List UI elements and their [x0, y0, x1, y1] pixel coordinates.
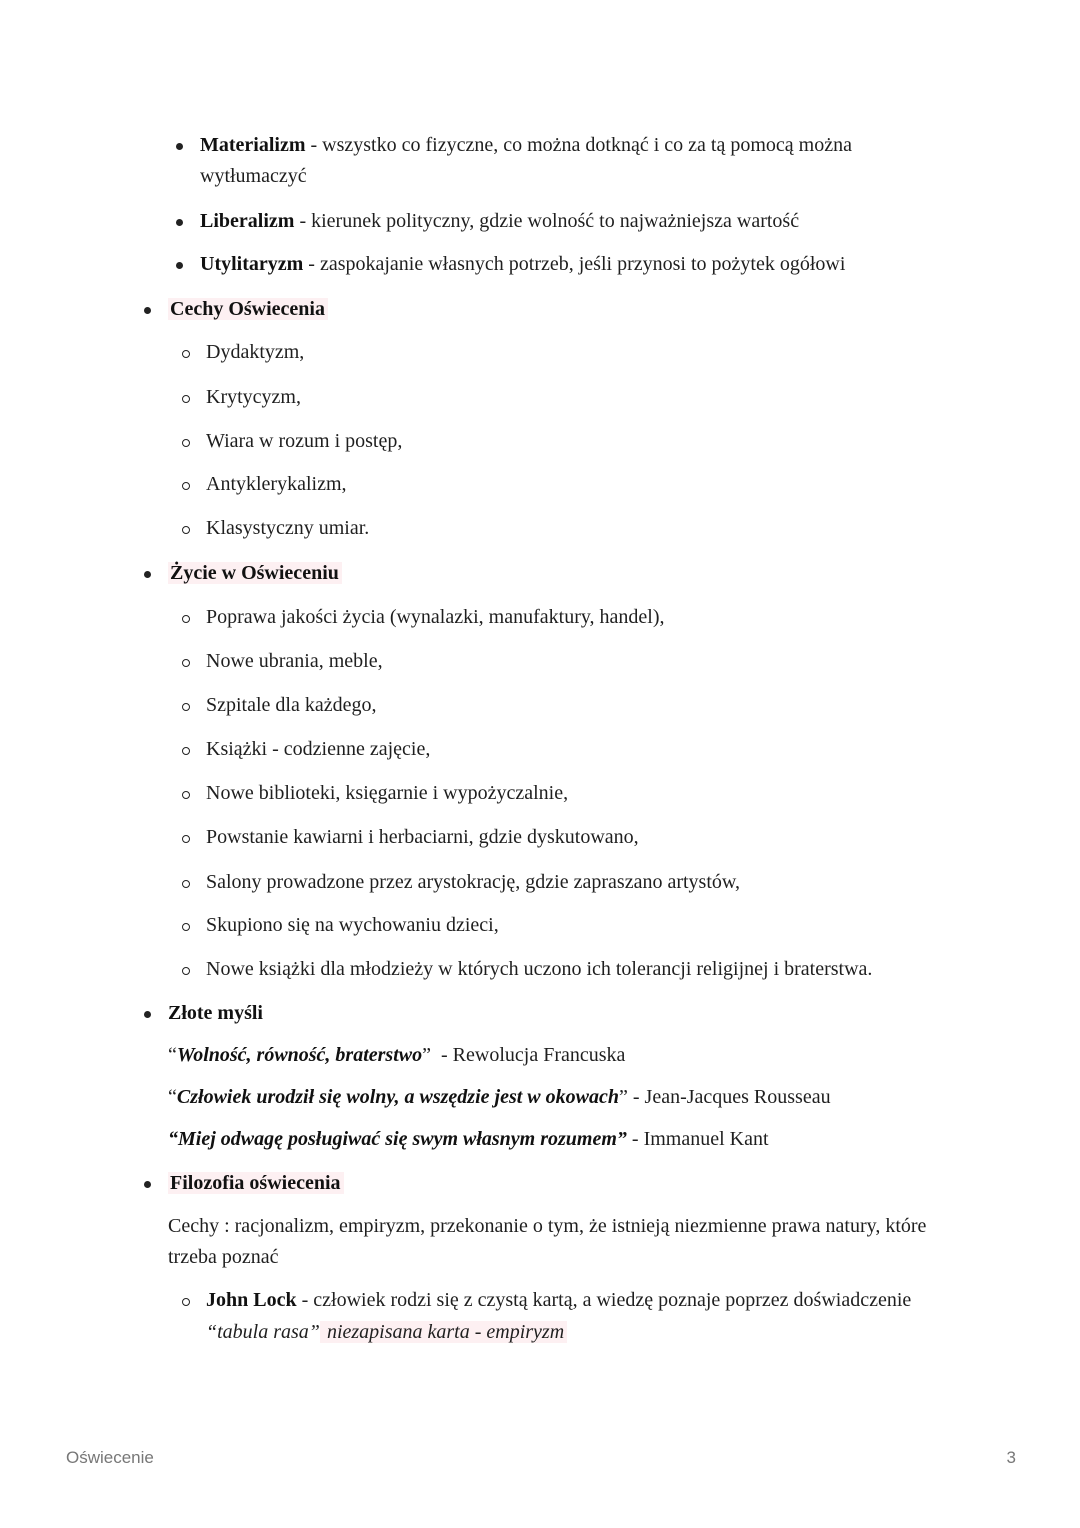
bullet-icon — [176, 219, 183, 226]
definition: - człowiek rodzi się z czystą kartą, a wiedzę poznaje poprzez doświadczenie — [296, 1289, 912, 1311]
circle-bullet-icon — [182, 1298, 190, 1306]
list-item: Powstanie kawiarni i herbaciarni, gdzie dyskutowano, — [206, 826, 639, 848]
latin-term: “tabula rasa” — [206, 1321, 320, 1343]
list-item: Wiara w rozum i postęp, — [206, 430, 403, 452]
list-item: Salony prowadzone przez arystokrację, gdzie zapraszano artystów, — [206, 871, 741, 893]
circle-bullet-icon — [182, 615, 190, 623]
quote-line — [168, 1040, 625, 1071]
quote-open: “ — [168, 1044, 177, 1066]
circle-bullet-icon — [182, 395, 190, 403]
section-heading-filozofia: Filozofia oświecenia — [168, 1168, 344, 1199]
circle-bullet-icon — [182, 350, 190, 358]
quote-close: ” — [422, 1044, 432, 1066]
bullet-icon — [144, 1011, 151, 1018]
section-heading-mysli: Złote myśli — [168, 1002, 263, 1024]
paragraph: Cechy : racjonalizm, empiryzm, przekonanie o tym, że istnieją niezmienne prawa natury, które trzeba poznać — [168, 1215, 927, 1268]
quote-text: Wolność, równość, braterstwo — [176, 1044, 423, 1066]
footer-title: Oświecenie — [66, 1448, 154, 1467]
bullet-icon — [176, 262, 183, 269]
list-item-liberalizm — [200, 206, 799, 237]
definition: - zaspokajanie własnych potrzeb, jeśli przynosi to pożytek ogółowi — [303, 253, 846, 275]
quote-line — [168, 1082, 831, 1113]
list-item: Klasystyczny umiar. — [206, 517, 370, 539]
list-item-materializm — [200, 130, 920, 192]
list-item-continuation — [206, 1317, 567, 1348]
list-item: Nowe biblioteki, księgarnie i wypożyczalnie, — [206, 782, 569, 804]
bullet-icon — [144, 307, 151, 314]
list-item-john-lock — [206, 1285, 911, 1316]
circle-bullet-icon — [182, 967, 190, 975]
list-item: Książki - codzienne zajęcie, — [206, 738, 431, 760]
quote-close: ” — [618, 1086, 628, 1108]
bullet-icon — [176, 143, 183, 150]
term: John Lock — [206, 1289, 297, 1311]
list-item: Antyklerykalizm, — [206, 473, 347, 495]
page-number: 3 — [1006, 1448, 1016, 1467]
list-item: Szpitale dla każdego, — [206, 694, 377, 716]
circle-bullet-icon — [182, 659, 190, 667]
circle-bullet-icon — [182, 439, 190, 447]
list-item: Poprawa jakości życia (wynalazki, manufaktury, handel), — [206, 606, 665, 628]
quote-close: ” — [616, 1128, 627, 1150]
circle-bullet-icon — [182, 923, 190, 931]
translation: niezapisana karta - empiryzm — [320, 1321, 567, 1343]
definition: - kierunek polityczny, gdzie wolność to najważniejsza wartość — [294, 210, 800, 232]
circle-bullet-icon — [182, 835, 190, 843]
quote-text: Człowiek urodził się wolny, a wszędzie jest w okowach — [176, 1086, 619, 1108]
list-item: Skupiono się na wychowaniu dzieci, — [206, 914, 499, 936]
definition: - wszystko co fizyczne, co można dotknąć i co za tą pomocą można wytłumaczyć — [200, 134, 852, 187]
quote-open: “ — [168, 1086, 177, 1108]
term: Liberalizm — [200, 210, 295, 232]
list-item: Nowe ubrania, meble, — [206, 650, 383, 672]
circle-bullet-icon — [182, 482, 190, 490]
list-item-utylitaryzm — [200, 249, 845, 280]
circle-bullet-icon — [182, 791, 190, 799]
list-item: Nowe książki dla młodzieży w których uczono ich tolerancji religijnej i braterstwa. — [206, 958, 873, 980]
list-item: Krytycyzm, — [206, 386, 301, 408]
quote-open: “ — [168, 1128, 178, 1150]
circle-bullet-icon — [182, 880, 190, 888]
section-heading-zycie: Życie w Oświeceniu — [168, 558, 342, 589]
term: Materializm — [200, 134, 306, 156]
quote-text: Miej odwagę posługiwać się swym własnym rozumem — [178, 1128, 617, 1150]
quote-line — [168, 1124, 769, 1155]
quote-author: - Immanuel Kant — [626, 1128, 769, 1150]
circle-bullet-icon — [182, 747, 190, 755]
bullet-icon — [144, 571, 151, 578]
list-item: Dydaktyzm, — [206, 341, 305, 363]
term: Utylitaryzm — [200, 253, 304, 275]
circle-bullet-icon — [182, 526, 190, 534]
circle-bullet-icon — [182, 703, 190, 711]
quote-author: - Jean-Jacques Rousseau — [627, 1086, 831, 1108]
quote-author: - Rewolucja Francuska — [431, 1044, 626, 1066]
section-heading-cechy: Cechy Oświecenia — [168, 294, 328, 325]
bullet-icon — [144, 1181, 151, 1188]
